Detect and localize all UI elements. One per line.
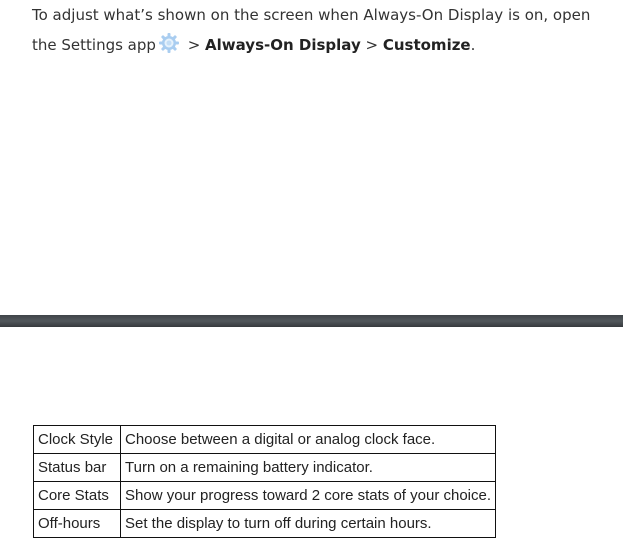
sentence-period: .	[470, 36, 476, 54]
table-row	[34, 510, 496, 538]
options-table	[33, 425, 496, 538]
option-description: Set the display to turn off during certain hours.	[121, 510, 496, 538]
instruction-text: To adjust what’s shown on the screen when Always-On Display is on, open the Settings app	[32, 6, 591, 54]
option-description: Turn on a remaining battery indicator.	[121, 454, 496, 482]
option-name: Core Stats	[34, 482, 121, 510]
option-name: Status bar	[34, 454, 121, 482]
section-divider	[0, 315, 623, 327]
table-row	[34, 426, 496, 454]
table-row	[34, 454, 496, 482]
option-name: Clock Style	[34, 426, 121, 454]
menu-always-on-display: Always-On Display	[205, 36, 361, 54]
table-row	[34, 482, 496, 510]
option-description: Show your progress toward 2 core stats of your choice.	[121, 482, 496, 510]
instruction-paragraph	[32, 0, 612, 60]
settings-gear-icon	[158, 32, 180, 54]
menu-customize: Customize	[382, 36, 471, 54]
option-name: Off-hours	[34, 510, 121, 538]
menu-separator: >	[360, 36, 383, 54]
menu-separator: >	[182, 36, 206, 54]
option-description: Choose between a digital or analog clock face.	[121, 426, 496, 454]
